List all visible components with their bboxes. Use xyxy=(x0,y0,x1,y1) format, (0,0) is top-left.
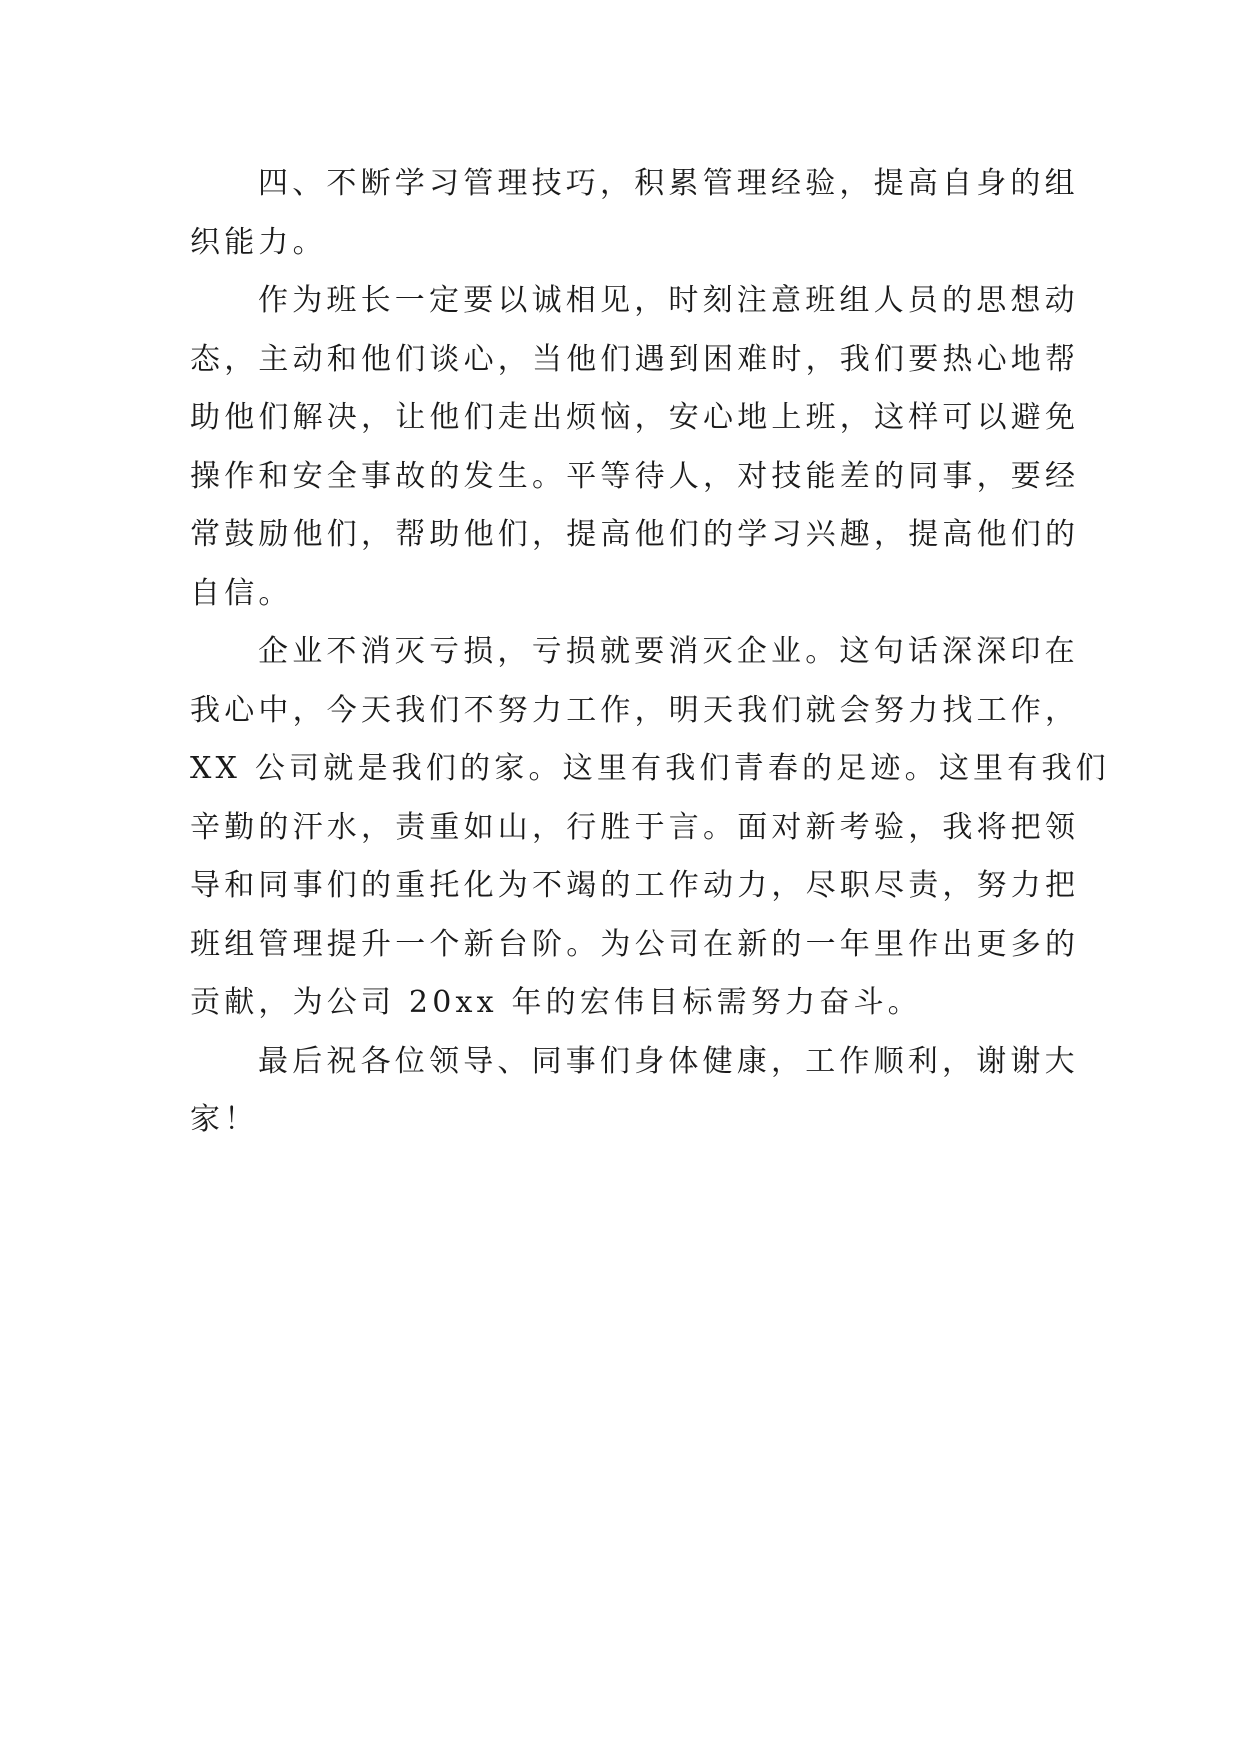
paragraph-line: 常鼓励他们，帮助他们，提高他们的学习兴趣，提高他们的 xyxy=(190,517,1080,552)
paragraph-line: 班组管理提升一个新台阶。为公司在新的一年里作出更多的 xyxy=(190,926,1080,962)
paragraph-2 xyxy=(190,272,1080,623)
paragraph-line: 家！ xyxy=(190,1102,259,1137)
paragraph-line: 操作和安全事故的发生。平等待人，对技能差的同事，要经 xyxy=(190,458,1080,494)
paragraph-line: 最后祝各位领导、同事们身体健康，工作顺利，谢谢大 xyxy=(258,1043,1079,1079)
paragraph-line: 助他们解决，让他们走出烦恼，安心地上班，这样可以避免 xyxy=(190,400,1080,435)
paragraph-line: XX 公司就是我们的家。这里有我们青春的足迹。这里有我们 xyxy=(190,751,1110,786)
paragraph-line: 作为班长一定要以诚相见，时刻注意班组人员的思想动 xyxy=(258,283,1079,318)
paragraph-line: 我心中，今天我们不努力工作，明天我们就会努力找工作， xyxy=(190,692,1080,728)
paragraph-line: 企业不消灭亏损，亏损就要消灭企业。这句话深深印在 xyxy=(258,634,1079,669)
document-body xyxy=(190,155,1110,1150)
paragraph-line: 贡献，为公司 20xx 年的宏伟目标需努力奋斗。 xyxy=(190,985,922,1020)
paragraph-line: 辛勤的汗水，责重如山，行胜于言。面对新考验，我将把领 xyxy=(190,809,1080,845)
paragraph-line: 态，主动和他们谈心，当他们遇到困难时，我们要热心地帮 xyxy=(190,341,1080,377)
paragraph-3 xyxy=(190,623,1110,1033)
paragraph-1 xyxy=(190,155,1079,272)
paragraph-4 xyxy=(190,1033,1079,1150)
paragraph-line: 自信。 xyxy=(190,575,293,611)
paragraph-line: 四、不断学习管理技巧，积累管理经验，提高自身的组 xyxy=(258,166,1079,201)
paragraph-line: 织能力。 xyxy=(190,224,327,260)
paragraph-line: 导和同事们的重托化为不竭的工作动力，尽职尽责，努力把 xyxy=(190,868,1080,903)
